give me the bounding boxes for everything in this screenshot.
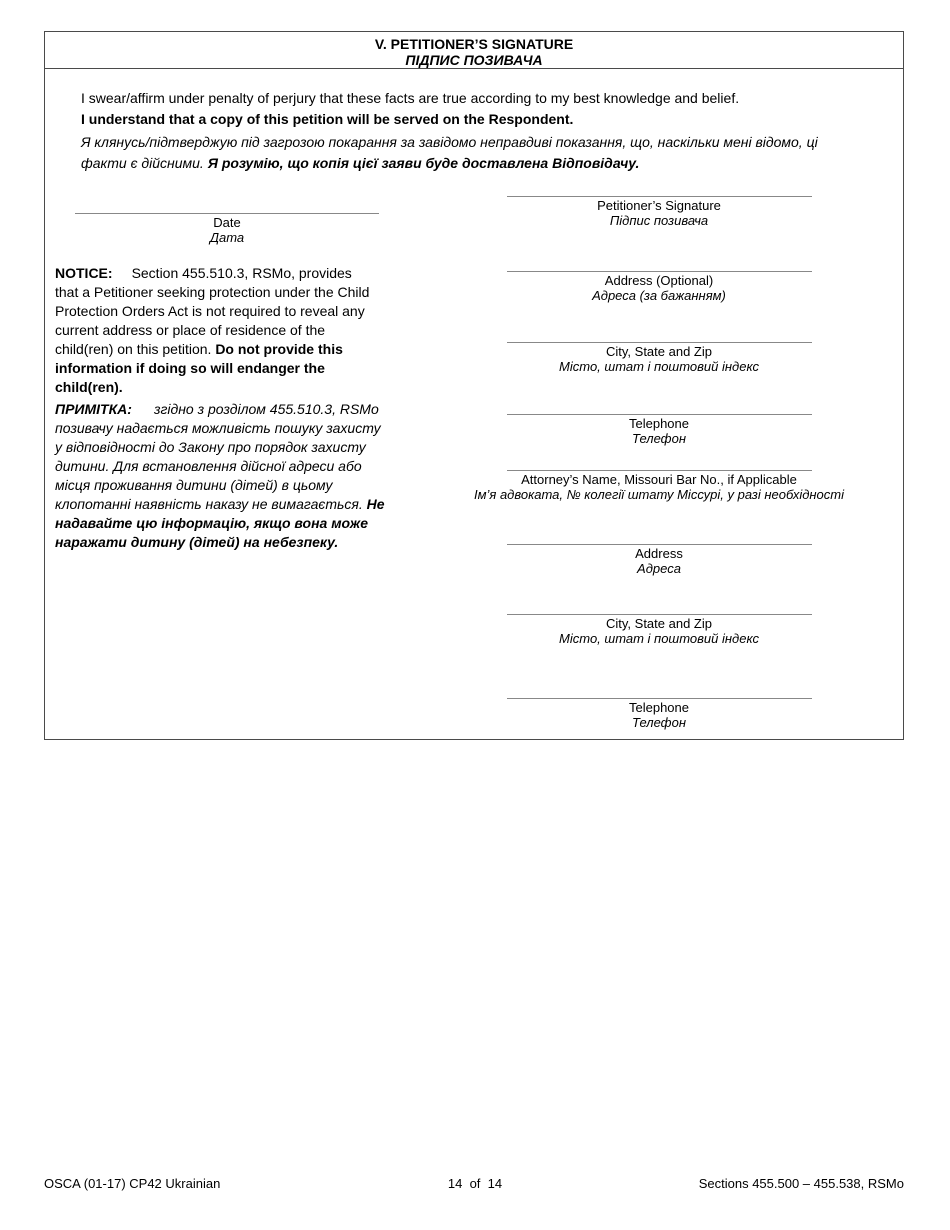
sworn-statement: [81, 88, 819, 174]
field-city-state-zip-1: [469, 342, 849, 374]
field-attorney-address: [469, 544, 849, 576]
petitioner-signature-section: [44, 31, 904, 740]
field-label-en: Telephone: [629, 416, 689, 431]
prymitka-label: ПРИМІТКА:: [55, 401, 132, 417]
notice-label: NOTICE:: [55, 265, 113, 281]
date-label-uk: Дата: [209, 229, 245, 245]
field-city-state-zip-2: [469, 614, 849, 646]
sworn-statement-en: I swear/affirm under penalty of perjury that these facts are true according to my best knowledge and belief.: [81, 90, 740, 106]
field-attorney-name: [469, 470, 849, 502]
sworn-statement-uk: [81, 132, 819, 174]
field-telephone-1: [469, 414, 849, 446]
section-header: [45, 32, 903, 69]
field-label-en: Address: [635, 546, 683, 561]
field-date: [75, 213, 379, 245]
field-label-uk: Підпис позивача: [609, 212, 709, 228]
sworn-statement-en-bold: I understand that a copy of this petition will be served on the Respondent.: [81, 111, 574, 127]
field-label-uk: Адреса (за бажанням): [592, 287, 726, 303]
field-label-uk: Ім’я адвоката, № колегії штату Міссурі, у разі необхідності: [473, 486, 845, 502]
notice-paragraph: [55, 264, 373, 397]
section-title-uk: ПІДПИС ПОЗИВАЧА: [405, 52, 543, 68]
field-label-uk: Місто, штат і поштовий індекс: [559, 358, 759, 374]
field-label-en: City, State and Zip: [606, 616, 712, 631]
field-label-en: City, State and Zip: [606, 344, 712, 359]
date-label-en: Date: [213, 215, 241, 230]
section-title-en: V. PETITIONER’S SIGNATURE: [374, 36, 574, 52]
prymitka-text: згідно з розділом 455.510.3, RSMo позивачу надається можливість пошуку захисту у відповідності до Закону про порядок захисту дитини. Для встановлення дійсної адреси або місця проживання дитини (дітей) в цьому клопотанні наявність наказу не вимагається.: [55, 401, 381, 512]
field-address-optional: [469, 271, 849, 303]
notice-text: Section 455.510.3, RSMo, provides that a Petitioner seeking protection under the Child Protection Orders Act is not required to reveal any current address or place of residence of the child(ren) on this petition.: [55, 265, 370, 357]
footer-statute-reference: Sections 455.500 – 455.538, RSMo: [698, 1176, 904, 1191]
field-label-en: Address (Optional): [604, 273, 714, 288]
sworn-statement-uk-regular: Я клянусь/підтверджую під загрозою покарання за завідомо неправдиві показання, що, наскільки мені відомо, ці факти є дійсними.: [81, 134, 818, 171]
prymitka-paragraph: [55, 400, 391, 552]
field-telephone-2: [469, 698, 849, 730]
field-label-uk: Адреса: [637, 560, 681, 576]
footer-page-number: 14 of 14: [447, 1176, 503, 1191]
field-label-uk: Телефон: [631, 430, 687, 446]
prymitka-bold-text: Не надавайте цю інформацію, якщо вона може наражати дитину (дітей) на небезпеку.: [55, 496, 385, 550]
field-label-en: Telephone: [629, 700, 689, 715]
footer-form-number: OSCA (01-17) CP42 Ukrainian: [44, 1176, 221, 1191]
field-label-en: Attorney’s Name, Missouri Bar No., if Applicable: [521, 472, 797, 487]
notice-bold-text: Do not provide this information if doing so will endanger the child(ren).: [55, 341, 343, 395]
sworn-statement-uk-bold: Я розумію, що копія цієї заяви буде доставлена Відповідачу.: [207, 155, 640, 171]
field-petitioner-signature: [469, 196, 849, 228]
field-label-uk: Телефон: [631, 714, 687, 730]
field-label-en: Petitioner’s Signature: [597, 198, 721, 213]
field-label-uk: Місто, штат і поштовий індекс: [559, 630, 759, 646]
